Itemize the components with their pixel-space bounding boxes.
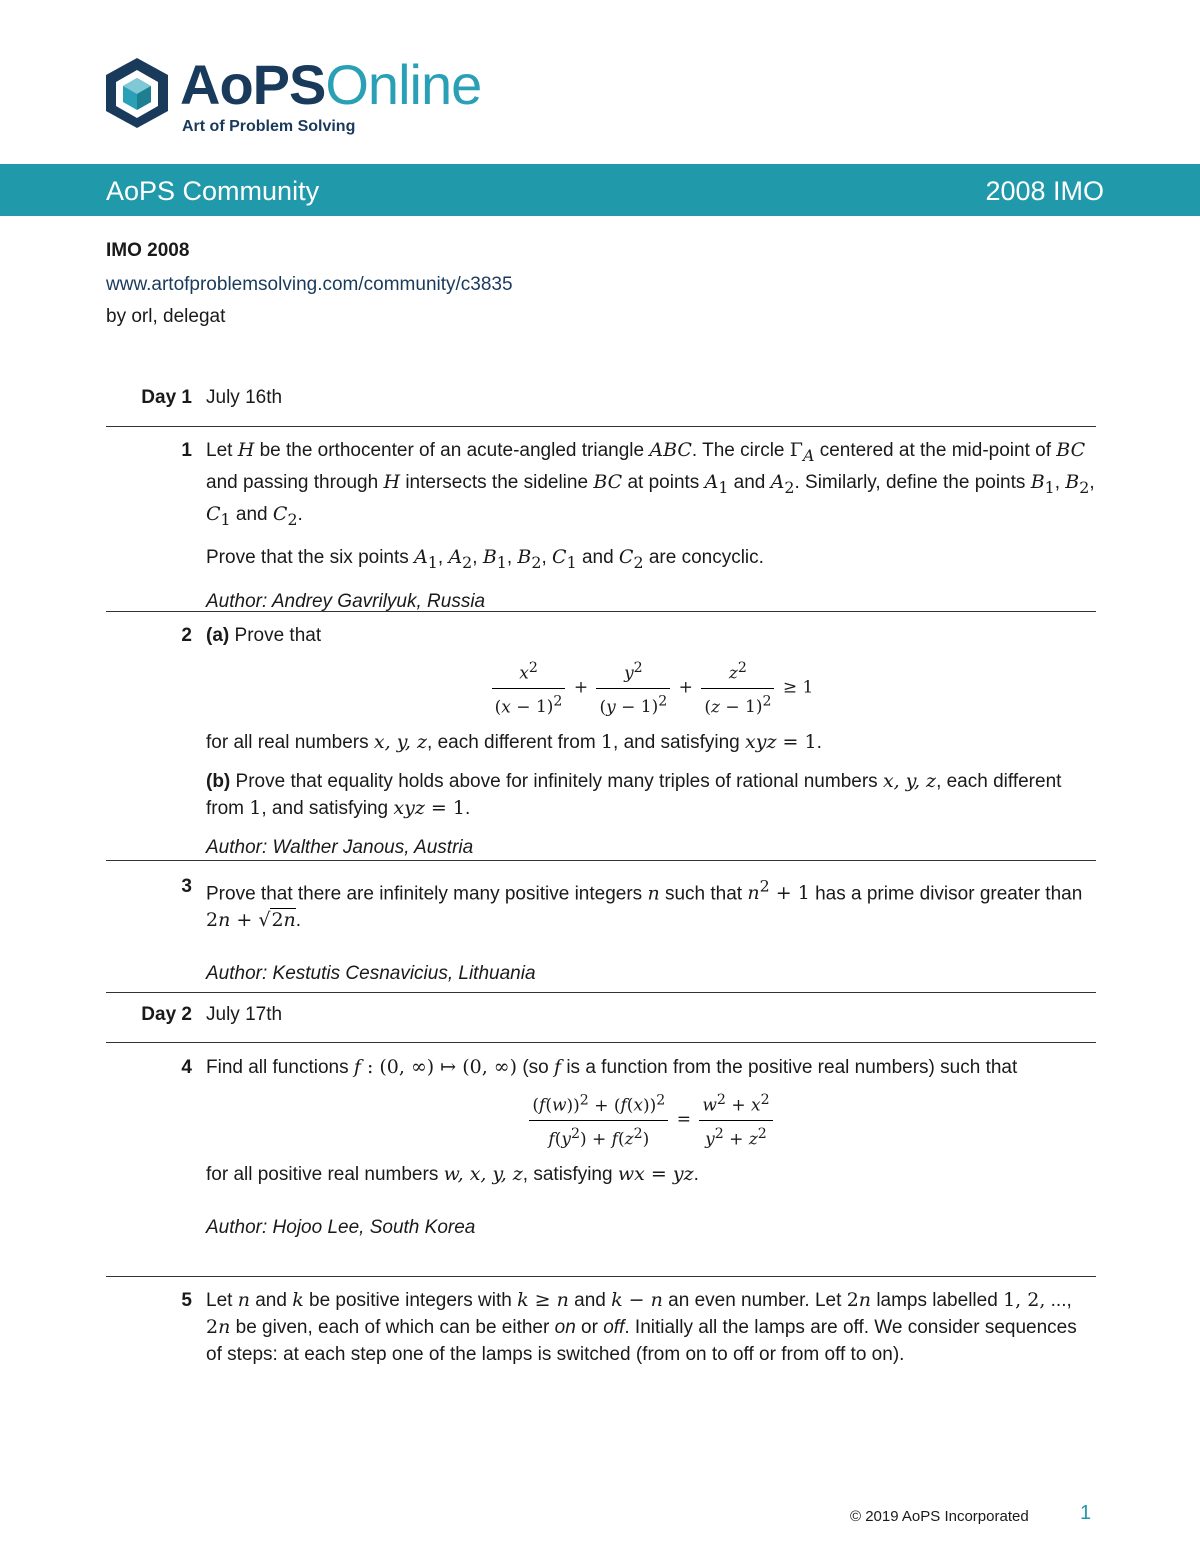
problem-1-task: Prove that the six points $A_1$, $A_2$, $B_1$, $B_2$, $C_1$ and $C_2$ are concyclic. (206, 546, 764, 573)
aops-cube-logo-icon (104, 56, 170, 130)
problem-4-number: 4 (181, 1057, 192, 1078)
problem-4-statement: Find all functions f : (0, ∞) ↦ (0, ∞) (so f is a function from the positive real numbers) such that (206, 1056, 1018, 1078)
divider (106, 426, 1096, 427)
copyright: © 2019 AoPS Incorporated (850, 1508, 1029, 1525)
logo-wordmark (180, 52, 481, 117)
document-title: IMO 2008 (106, 240, 190, 261)
problem-4-condition: for all positive real numbers w, x, y, z, satisfying wx = yz. (206, 1163, 699, 1186)
community-link[interactable]: www.artofproblemsolving.com/community/c3835 (106, 274, 513, 295)
day-1-date (206, 384, 1096, 411)
day-1-date-text: July 16th (206, 387, 283, 408)
day-1-label: Day 1 (141, 387, 192, 408)
problem-3-number: 3 (181, 876, 192, 897)
divider (106, 1276, 1096, 1277)
divider (106, 611, 1096, 612)
problem-1-number: 1 (181, 440, 192, 461)
problem-2-part-a-intro: (a) Prove that (206, 625, 322, 646)
logo-tagline: Art of Problem Solving (182, 118, 356, 135)
problem-1-author: Author: Andrey Gavrilyuk, Russia (206, 591, 486, 613)
problem-4 (206, 1054, 1096, 1253)
divider (106, 860, 1096, 861)
page-number: 1 (1080, 1502, 1092, 1524)
logo-wordmark-aops: AoPS (180, 53, 326, 116)
problem-2 (206, 622, 1096, 873)
community-title: AoPS Community (106, 176, 320, 206)
problem-3-author: Author: Kestutis Cesnavicius, Lithuania (206, 963, 536, 985)
problem-1 (206, 437, 1096, 627)
divider (106, 1042, 1096, 1043)
problem-2-author: Author: Walther Janous, Austria (206, 837, 474, 859)
day-2-date (206, 1001, 1096, 1028)
problem-2-condition: for all real numbers x, y, z, each different from 1, and satisfying xyz = 1. (206, 731, 822, 754)
problem-3-statement: Prove that there are infinitely many positive integers n such that $n^2 + 1$ has a prime divisor greater than 2n + √2n. (206, 877, 1083, 932)
byline: by orl, delegat (106, 306, 226, 327)
day-2-date-text: July 17th (206, 1004, 283, 1025)
problem-2-inequality: $\frac{x^2}{(x - 1)^2}$ + $\frac{y^2}{(y - 1)^2}$ + $\frac{z^2}{(z - 1)^2}$ ≥ 1 (206, 655, 1096, 721)
problem-3 (206, 873, 1096, 999)
problem-2-part-b: (b) Prove that equality holds above for infinitely many triples of rational numbers x, y, z, each different from 1, and satisfying xyz = 1. (206, 770, 1062, 820)
problem-2-number: 2 (181, 625, 192, 646)
logo-wordmark-online: Online (325, 53, 482, 116)
problem-5-statement: Let n and k be positive integers with k ≥ n and k − n an even number. Let 2n lamps labelled 1, 2, ..., 2n be given, each of which can be either on or off. Initially all the lamps are off. We consider sequences of steps: at each step one of the lamps is switched (from on to off or from off to on). (206, 1289, 1077, 1365)
divider (106, 992, 1096, 993)
day-2-label: Day 2 (141, 1004, 192, 1025)
problem-4-equation: $\frac{(f(w))^2 + (f(x))^2}{f(y^2) + f(z^2)}$ = $\frac{w^2 + x^2}{y^2 + z^2}$ (206, 1087, 1096, 1153)
document-meta (106, 240, 513, 328)
problem-5-number: 5 (181, 1290, 192, 1311)
header-band (0, 164, 1200, 216)
problem-5 (206, 1287, 1096, 1380)
aops-online-logo (104, 53, 504, 146)
contest-title: 2008 IMO (985, 176, 1104, 206)
problem-1-statement: Let H be the orthocenter of an acute-angled triangle ABC. The circle $\Gamma_A$ centered at the mid-point of BC and passing through H intersects the sideline BC at points $A_1$ and $A_2$. Similarly, define the points $B_1$, $B_2$, $C_1$ and $C_2$. (206, 439, 1095, 529)
problem-4-author: Author: Hojoo Lee, South Korea (206, 1217, 476, 1239)
